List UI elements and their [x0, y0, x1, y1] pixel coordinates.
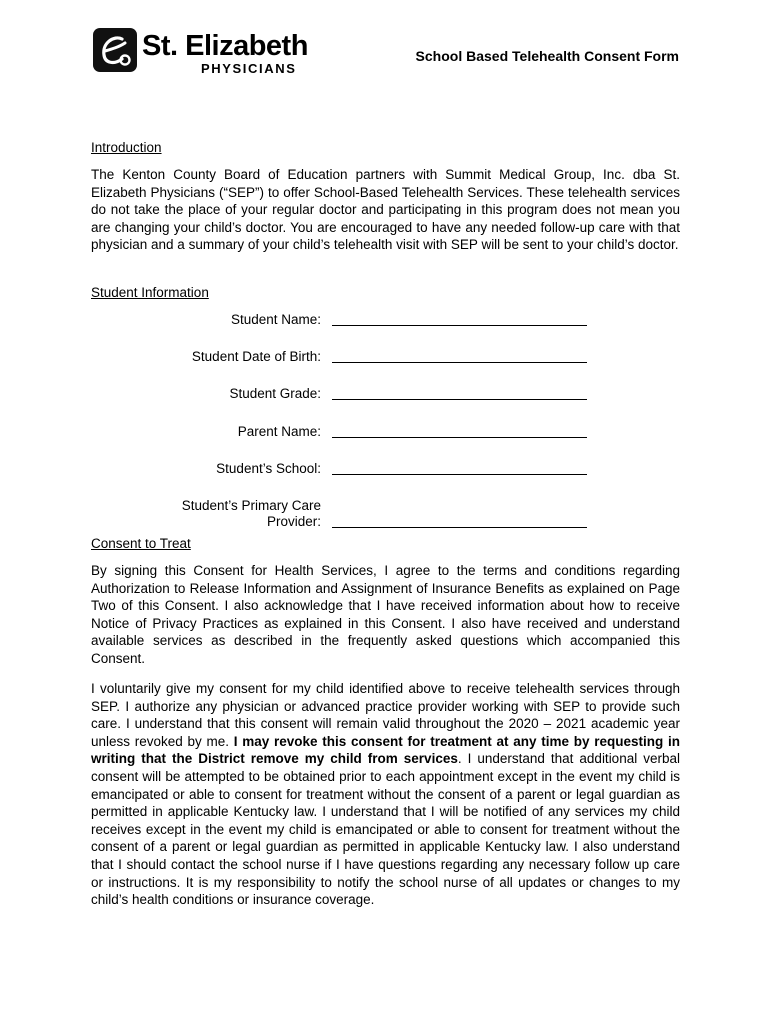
introduction-heading: Introduction	[91, 140, 162, 155]
student-dob-field[interactable]	[332, 362, 587, 363]
student-grade-label: Student Grade:	[229, 386, 321, 401]
student-information-heading: Student Information	[91, 285, 209, 300]
consent-to-treat-heading: Consent to Treat	[91, 536, 191, 551]
student-school-field[interactable]	[332, 474, 587, 475]
parent-name-field[interactable]	[332, 437, 587, 438]
student-school-label: Student’s School:	[216, 461, 321, 476]
revocation-statement: I may revoke this consent for treatment at any time by requesting in writing that the District remove my child from services	[91, 733, 680, 767]
consent-paragraph-1: By signing this Consent for Health Services, I agree to the terms and conditions regarding Authorization to Release Information and Assignment of Insurance Benefits as explained on Page Two of this Consent. I also acknowledge that I have received information about how to receive Notice of Privacy Practices as explained in this Consent. I also have received and understand available services as described in the frequently asked questions which accompanied this Consent.	[91, 563, 680, 666]
st-elizabeth-logo	[92, 27, 308, 77]
primary-care-provider-field[interactable]	[332, 527, 587, 528]
consent-paragraph-2-intro: I voluntarily give my consent for my child identified above to receive telehealth services through SEP. I authorize any physician or advanced practice provider working with SEP to provide such care. I understand that this consent will remain valid throughout the 2020 – 2021 academic year unless revoked by me.	[91, 681, 680, 749]
introduction-text: The Kenton County Board of Education partners with Summit Medical Group, Inc. dba St. Elizabeth Physicians (“SEP”) to offer School-Based Telehealth Services. These telehealth services do not take the place of your regular doctor and participating in this program does not mean you are changing your child’s doctor. You are encouraged to have any needed follow-up care with that physician and a summary of your child’s telehealth visit with SEP will be sent to your child’s doctor.	[91, 167, 680, 253]
primary-care-provider-label: Student’s Primary Care Provider:	[181, 498, 321, 529]
consent-paragraph-2-rest: . I understand that additional verbal consent will be attempted to be obtained prior to each appointment except in the event my child is emancipated or able to consent for treatment without the consent of a parent or legal guardian as permitted in applicable Kentucky law. I understand that I will be notified of any services my child receives except in the event my child is emancipated or able to consent for treatment without the consent of a parent or legal guardian as permitted in applicable Kentucky law. I also understand that I should contact the school nurse if I have questions regarding any necessary follow up care or instructions. It is my responsibility to notify the school nurse of all updates or changes to my child’s health conditions or insurance coverage.	[91, 751, 680, 908]
form-title: School Based Telehealth Consent Form	[415, 48, 679, 64]
consent-paragraph-2	[91, 680, 680, 909]
student-grade-field[interactable]	[332, 399, 587, 400]
logo-sub-text: PHYSICIANS	[201, 61, 297, 76]
st-elizabeth-logo-mark-icon	[92, 27, 138, 73]
student-name-label: Student Name:	[230, 312, 321, 327]
parent-name-label: Parent Name:	[237, 424, 321, 439]
student-name-field[interactable]	[332, 325, 587, 326]
logo-name-text: St. Elizabeth	[142, 30, 308, 62]
student-dob-label: Student Date of Birth:	[191, 349, 321, 364]
